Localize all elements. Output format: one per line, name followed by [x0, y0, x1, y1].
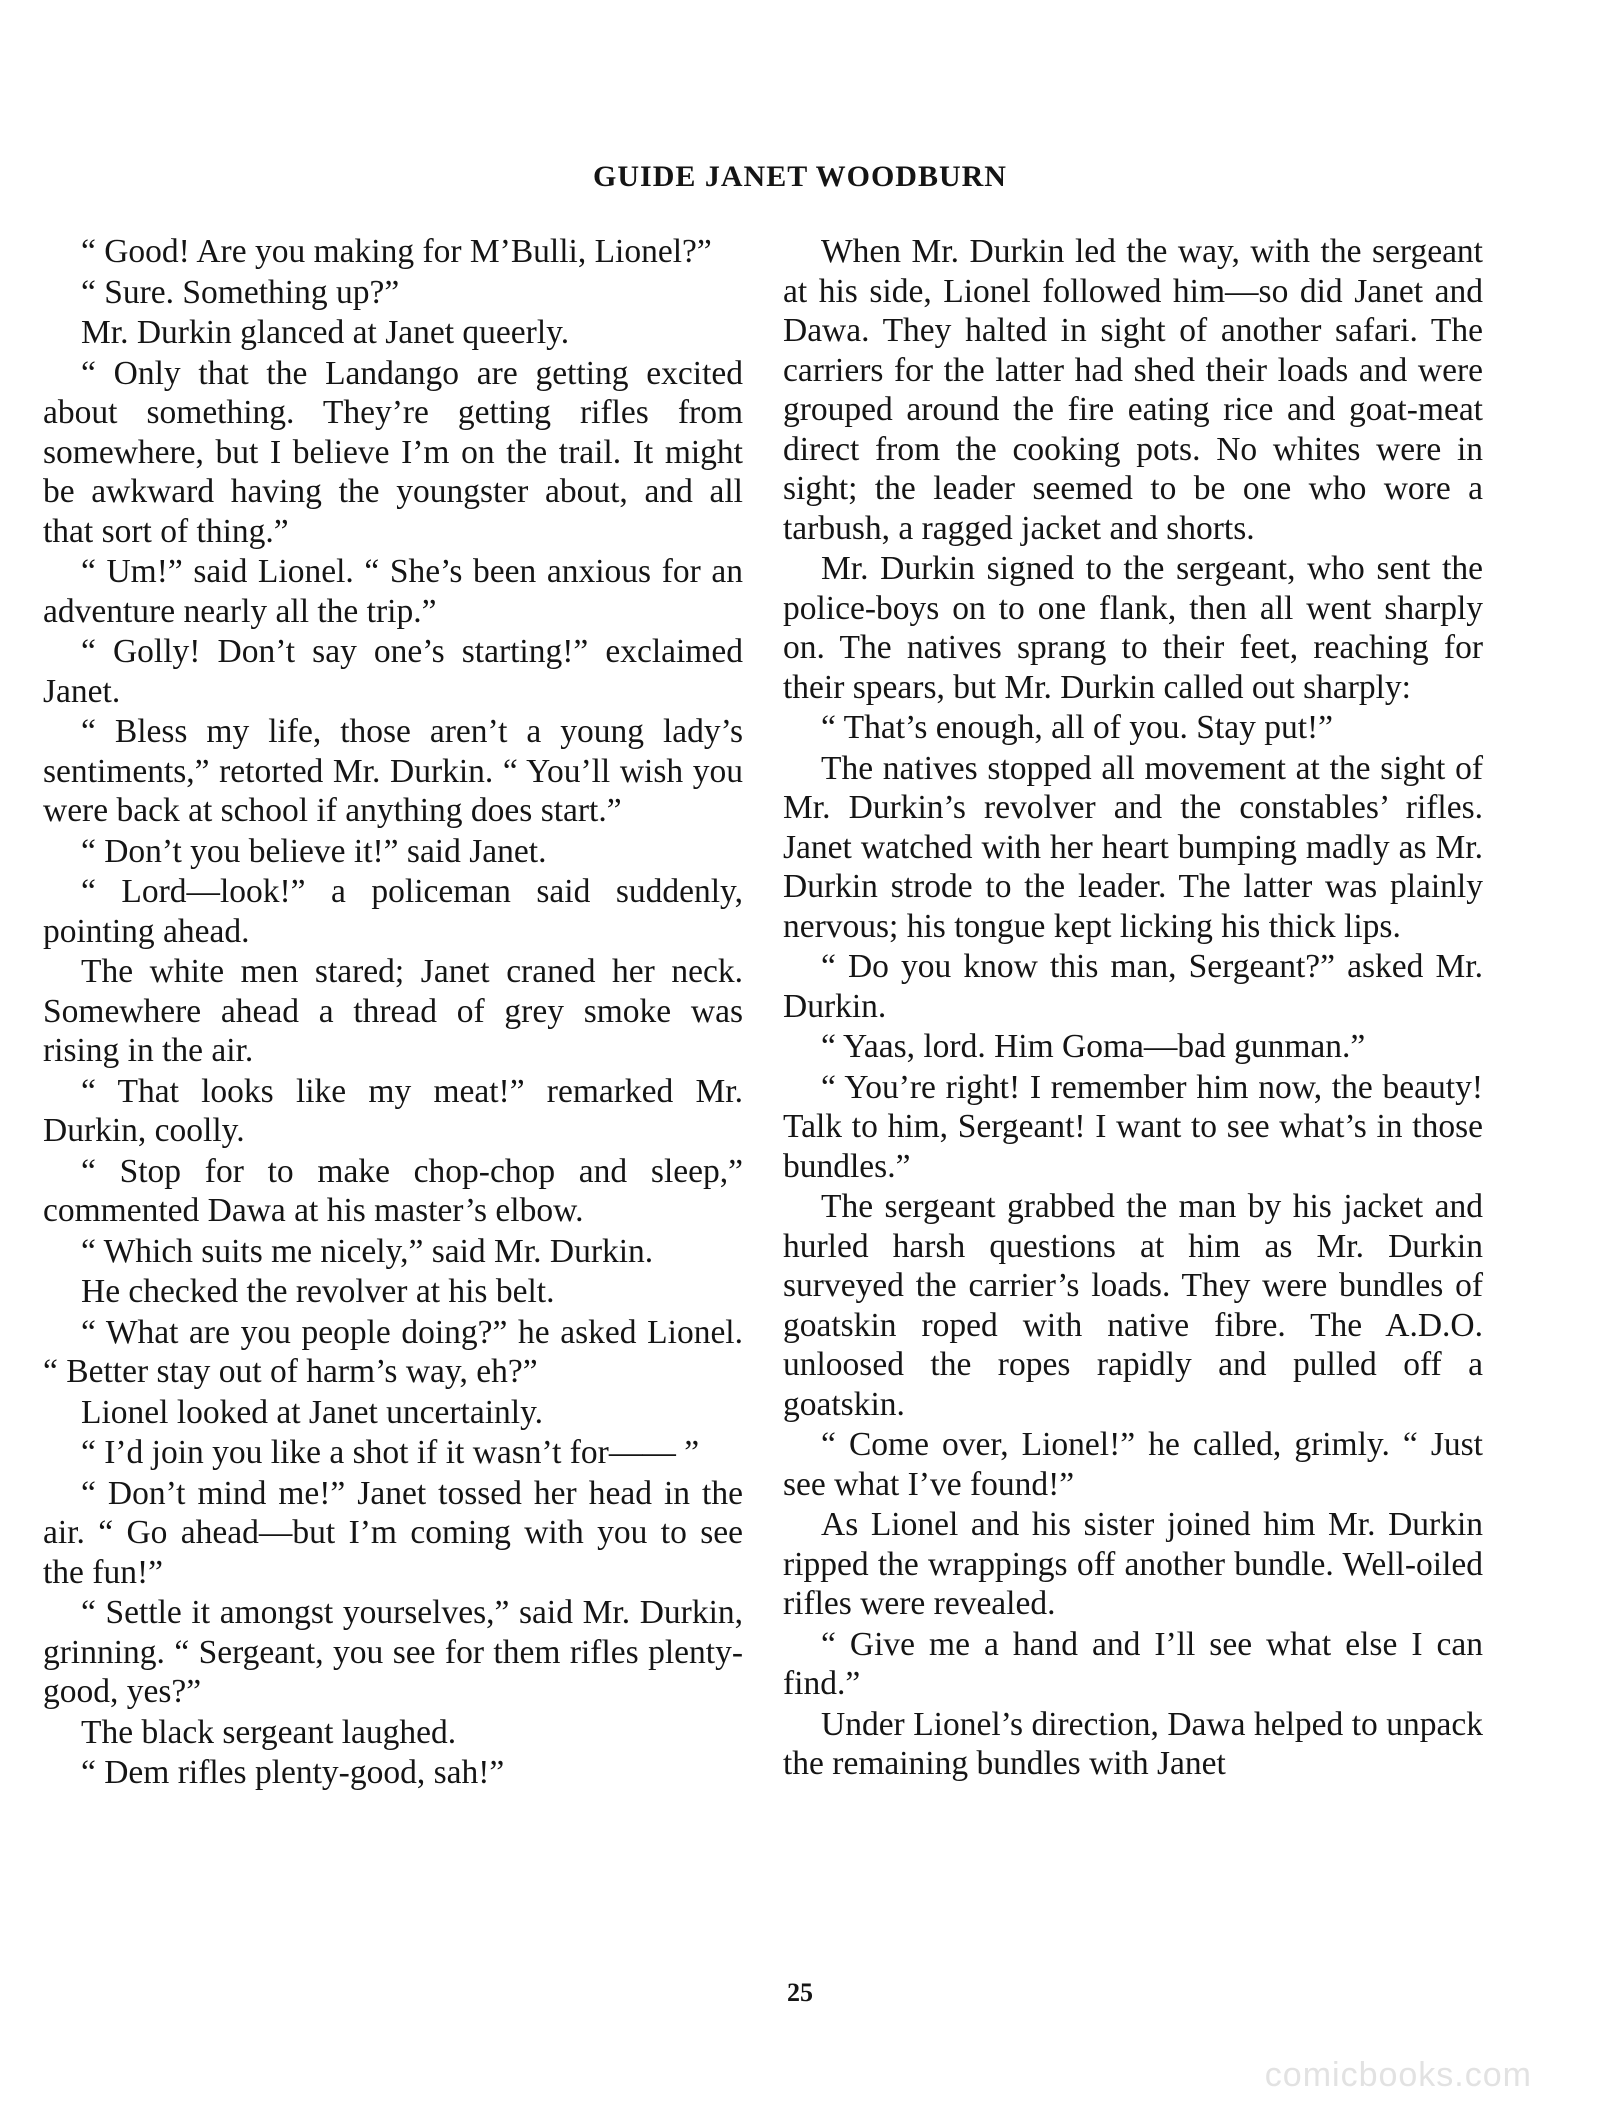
paragraph: As Lionel and his sister joined him Mr. Durkin ripped the wrappings off another bundle. Well-oiled rifles were revealed.	[783, 1506, 1483, 1622]
paragraph: “ Don’t you believe it!” said Janet.	[81, 832, 547, 870]
left-text-column	[43, 232, 743, 1794]
paragraph: “ Yaas, lord. Him Goma—bad gunman.”	[821, 1028, 1366, 1065]
paragraph: Mr. Durkin glanced at Janet queerly.	[81, 314, 570, 351]
paragraph: “ That looks like my meat!” remarked Mr. Durkin, coolly.	[43, 1072, 743, 1149]
paragraph: Under Lionel’s direction, Dawa helped to unpack the remaining bundles with Janet	[783, 1705, 1483, 1782]
right-text-column	[783, 232, 1483, 1785]
paragraph: “ Don’t mind me!” Janet tossed her head in the air. “ Go ahead—but I’m coming with you to see the fun!”	[43, 1474, 743, 1591]
paragraph: “ Give me a hand and I’ll see what else I can find.”	[783, 1625, 1483, 1702]
paragraph: “ Sure. Something up?”	[81, 273, 400, 311]
paragraph: “ Stop for to make chop-chop and sleep,” commented Dawa at his master’s elbow.	[43, 1152, 743, 1229]
site-watermark: comicbooks.com	[1264, 2056, 1532, 2094]
paragraph: He checked the revolver at his belt.	[81, 1273, 555, 1310]
paragraph: “ Which suits me nicely,” said Mr. Durkin.	[81, 1232, 654, 1270]
paragraph: When Mr. Durkin led the way, with the sergeant at his side, Lionel followed him—so did Janet and Dawa. They halted in sight of another safari. The carriers for the latter had shed their loads and were grouped around the fire eating rice and goat-meat direct from the cooking pots. No whites were in sight; the leader seemed to be one who wore a tarbush, a ragged jacket and shorts.	[783, 233, 1483, 547]
paragraph: The white men stared; Janet craned her neck. Somewhere ahead a thread of grey smoke was rising in the air.	[43, 953, 743, 1069]
running-header: GUIDE JANET WOODBURN	[593, 160, 1007, 193]
page-number: 25	[787, 1978, 813, 2007]
paragraph: Mr. Durkin signed to the sergeant, who sent the police-boys on to one flank, then all went sharply on. The natives sprang to their feet, reaching for their spears, but Mr. Durkin called out sharply:	[783, 550, 1483, 706]
paragraph: “ Bless my life, those aren’t a young lady’s sentiments,” retorted Mr. Durkin. “ You’ll wish you were back at school if anything does start.”	[43, 713, 743, 829]
paragraph: “ Settle it amongst yourselves,” said Mr. Durkin, grinning. “ Sergeant, you see for them rifles plenty-good, yes?”	[43, 1594, 743, 1710]
paragraph: “ That’s enough, all of you. Stay put!”	[821, 709, 1334, 746]
paragraph: “ Do you know this man, Sergeant?” asked Mr. Durkin.	[783, 948, 1483, 1025]
paragraph: “ I’d join you like a shot if it wasn’t for—— ”	[81, 1434, 700, 1471]
paragraph: “ Lord—look!” a policeman said suddenly, pointing ahead.	[43, 873, 743, 950]
paragraph: The sergeant grabbed the man by his jacket and hurled harsh questions at him as Mr. Durkin surveyed the carrier’s loads. They were bundles of goatskin roped with native fibre. The A.D.O. unloosed the ropes rapidly and pulled off a goatskin.	[783, 1188, 1483, 1423]
paragraph: “ Um!” said Lionel. “ She’s been anxious for an adventure nearly all the trip.”	[43, 553, 743, 630]
paragraph: “ Good! Are you making for M’Bulli, Lionel?”	[81, 233, 712, 270]
paragraph: Lionel looked at Janet uncertainly.	[81, 1393, 544, 1431]
paragraph: The natives stopped all movement at the sight of Mr. Durkin’s revolver and the constables’ rifles. Janet watched with her heart bumping madly as Mr. Durkin strode to the leader. The latter was plainly nervous; his tongue kept licking his thick lips.	[783, 749, 1483, 945]
paragraph: “ Come over, Lionel!” he called, grimly. “ Just see what I’ve found!”	[783, 1426, 1483, 1503]
paragraph: “ You’re right! I remember him now, the beauty! Talk to him, Sergeant! I want to see what’s in those bundles.”	[783, 1068, 1483, 1185]
paragraph: “ What are you people doing?” he asked Lionel. “ Better stay out of harm’s way, eh?”	[43, 1313, 743, 1390]
paragraph: The black sergeant laughed.	[81, 1713, 457, 1751]
paragraph: “ Dem rifles plenty-good, sah!”	[81, 1754, 505, 1791]
paragraph: “ Only that the Landango are getting excited about something. They’re getting rifles from somewhere, but I believe I’m on the trail. It might be awkward having the youngster about, and all that sort of thing.”	[43, 354, 743, 550]
paragraph: “ Golly! Don’t say one’s starting!” exclaimed Janet.	[43, 633, 743, 710]
